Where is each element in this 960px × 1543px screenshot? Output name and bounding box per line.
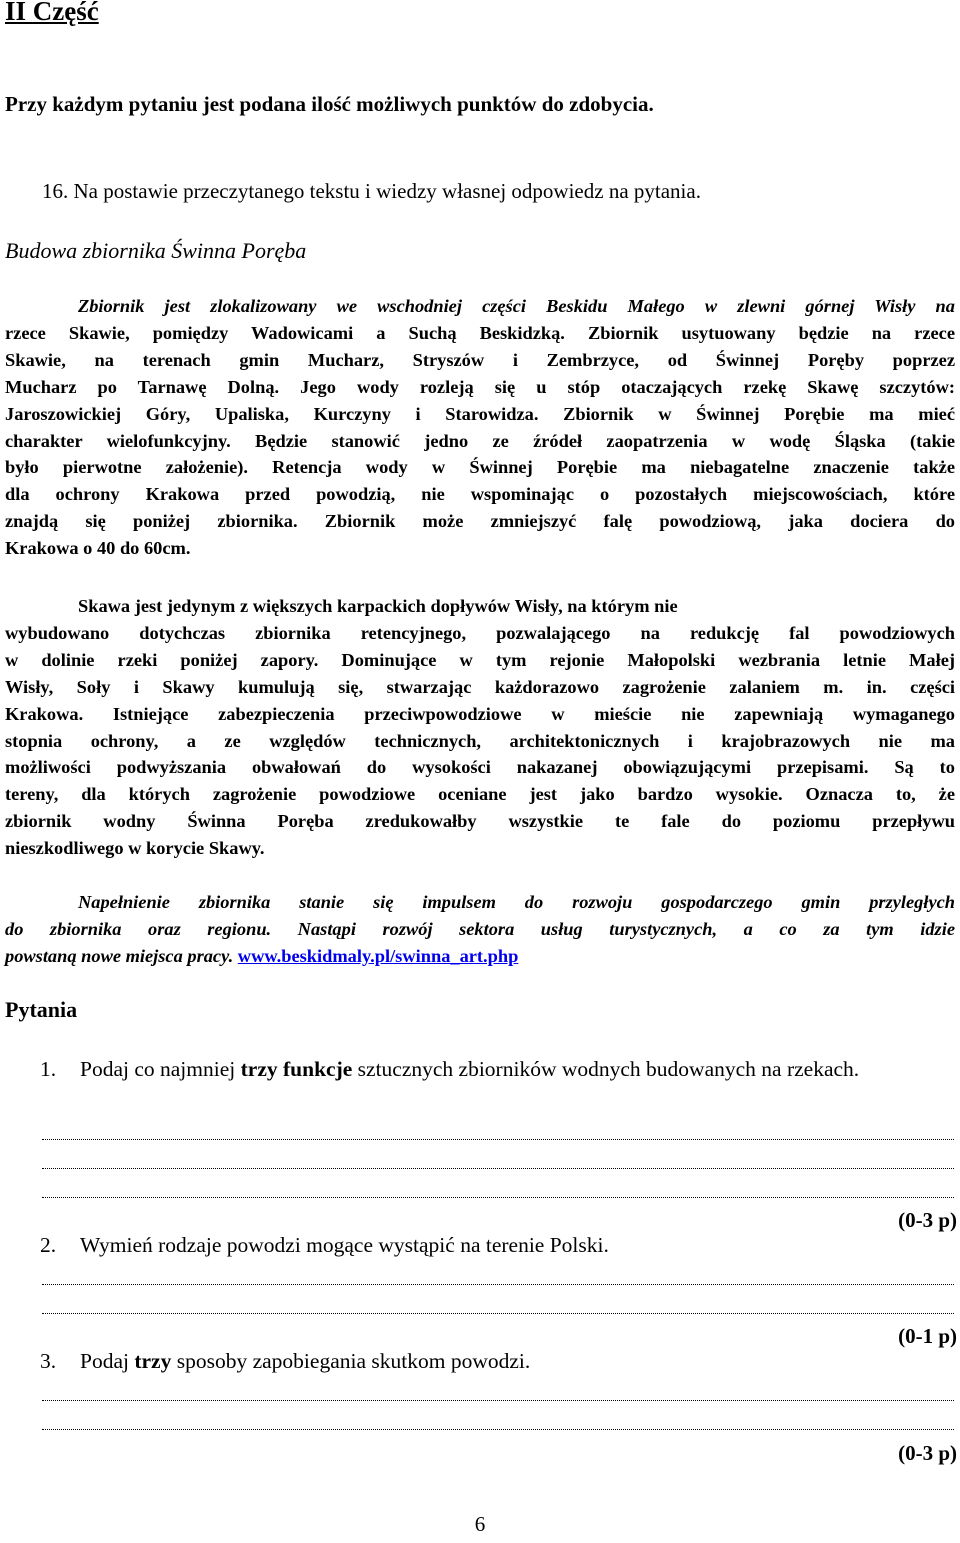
paragraph-line: Krakowa o 40 do 60cm. <box>5 538 191 559</box>
paragraph-line: możliwości podwyższania obwałowań do wysokości nakazanej obowiązującymi przepisami. Są to <box>5 757 955 778</box>
article-paragraph-3 <box>5 889 955 970</box>
paragraph-line: Skawa jest jedynym z większych karpackich dopływów Wisły, na którym nie <box>78 596 678 616</box>
question-number: 1. <box>40 1057 57 1081</box>
paragraph-line: zbiornik wodny Świnna Poręba zredukowałby wszystkie te fale do poziomu przepływu <box>5 811 955 832</box>
source-link[interactable]: www.beskidmaly.pl/swinna_art.php <box>237 945 519 966</box>
points-label: (0-1 p) <box>898 1324 957 1348</box>
paragraph-line: dla ochrony Krakowa przed powodzią, nie wspominając o pozostałych miejscowościach, które <box>5 484 955 505</box>
question-number: 3. <box>40 1349 57 1373</box>
answer-line[interactable] <box>42 1282 954 1285</box>
paragraph-line: tereny, dla których zagrożenie powodziowe oceniane jest jako bardzo wysokie. Oznacza to, że <box>5 784 955 805</box>
questions-heading: Pytania <box>5 997 78 1022</box>
paragraph-line: Skawie, na terenach gmin Mucharz, Stryszów i Zembrzyce, od Świnnej Poręby poprzez <box>5 349 955 370</box>
paragraph-line: w dolinie rzeki poniżej zapory. Dominujące w tym rejonie Małopolski wezbrania letnie Małej <box>5 649 955 670</box>
answer-line[interactable] <box>42 1137 954 1140</box>
points-label: (0-3 p) <box>898 1441 957 1465</box>
answer-line[interactable] <box>42 1311 954 1314</box>
paragraph-line: Napełnienie zbiornika stanie się impulsem do rozwoju gospodarczego gmin przyległych <box>78 892 955 912</box>
question-3 <box>0 1346 960 1476</box>
paragraph-line: nieszkodliwego w korycie Skawy. <box>5 838 265 859</box>
task-instruction: 16. Na postawie przeczytanego tekstu i wiedzy własnej odpowiedz na pytania. <box>42 179 701 203</box>
paragraph-line: stopnia ochrony, a ze względów technicznych, architektonicznych i krajobrazowych nie ma <box>5 730 955 751</box>
article-paragraph-1 <box>5 293 955 562</box>
paragraph-line: rzece Skawie, pomiędzy Wadowicami a Suchą Beskidzką. Zbiornik usytuowany będzie na rzece <box>5 322 955 343</box>
page-number: 6 <box>474 1512 486 1536</box>
paragraph-line: Jaroszowickiej Góry, Upaliska, Kurczyny i Starowidza. Zbiornik w Świnnej Porębie ma mieć <box>5 403 955 424</box>
paragraph-line: wybudowano dotychczas zbiornika retencyjnego, pozwalającego na redukcję fal powodziowych <box>5 622 955 643</box>
article-paragraph-2 <box>5 593 955 862</box>
question-number: 2. <box>40 1233 57 1257</box>
paragraph-line: Wisły, Soły i Skawy kumulują się, stwarzając każdorazowo zagrożenie zalaniem m. in. części <box>5 676 955 697</box>
paragraph-line: powstaną nowe miejsca pracy. www.beskidmaly.pl/swinna_art.php <box>5 945 519 966</box>
answer-line[interactable] <box>42 1398 954 1401</box>
question-2 <box>0 1230 960 1348</box>
intro-text: Przy każdym pytaniu jest podana ilość możliwych punktów do zdobycia. <box>5 92 654 116</box>
paragraph-line: do zbiornika oraz regionu. Nastąpi rozwój sektora usług turystycznych, a co za tym idzie <box>5 918 955 939</box>
points-label: (0-3 p) <box>898 1208 957 1232</box>
answer-line[interactable] <box>42 1195 954 1198</box>
paragraph-line: Zbiornik jest zlokalizowany we wschodniej części Beskidu Małego w zlewni górnej Wisły na <box>78 296 955 316</box>
answer-line[interactable] <box>42 1166 954 1169</box>
paragraph-line: znajdą się poniżej zbiornika. Zbiornik może zmniejszyć falę powodziową, jaka dociera do <box>5 511 955 532</box>
paragraph-line: Krakowa. Istniejące zabezpieczenia przeciwpowodziowe w mieście nie zapewniają wymaganego <box>5 703 955 724</box>
paragraph-line: było pierwotne założenie). Retencja wody w Świnnej Porębie ma niebagatelne znaczenie także <box>5 457 955 478</box>
paragraph-line: charakter wielofunkcyjny. Będzie stanowić jedno ze źródeł zaopatrzenia w wodę Śląska (takie <box>5 430 955 451</box>
question-text: Wymień rodzaje powodzi mogące wystąpić na terenie Polski. <box>80 1233 609 1257</box>
paragraph-line: Mucharz po Tarnawę Dolną. Jego wody rozleją się u stóp otaczających rzekę Skawę szczytów: <box>5 376 955 397</box>
article-title: Budowa zbiornika Świnna Poręba <box>5 238 307 263</box>
section-heading: II Część <box>5 0 99 26</box>
question-1 <box>0 1054 960 1244</box>
answer-line[interactable] <box>42 1427 954 1430</box>
question-text: Podaj trzy sposoby zapobiegania skutkom powodzi. <box>80 1349 531 1373</box>
question-text: Podaj co najmniej trzy funkcje sztucznych zbiorników wodnych budowanych na rzekach. <box>80 1057 860 1081</box>
